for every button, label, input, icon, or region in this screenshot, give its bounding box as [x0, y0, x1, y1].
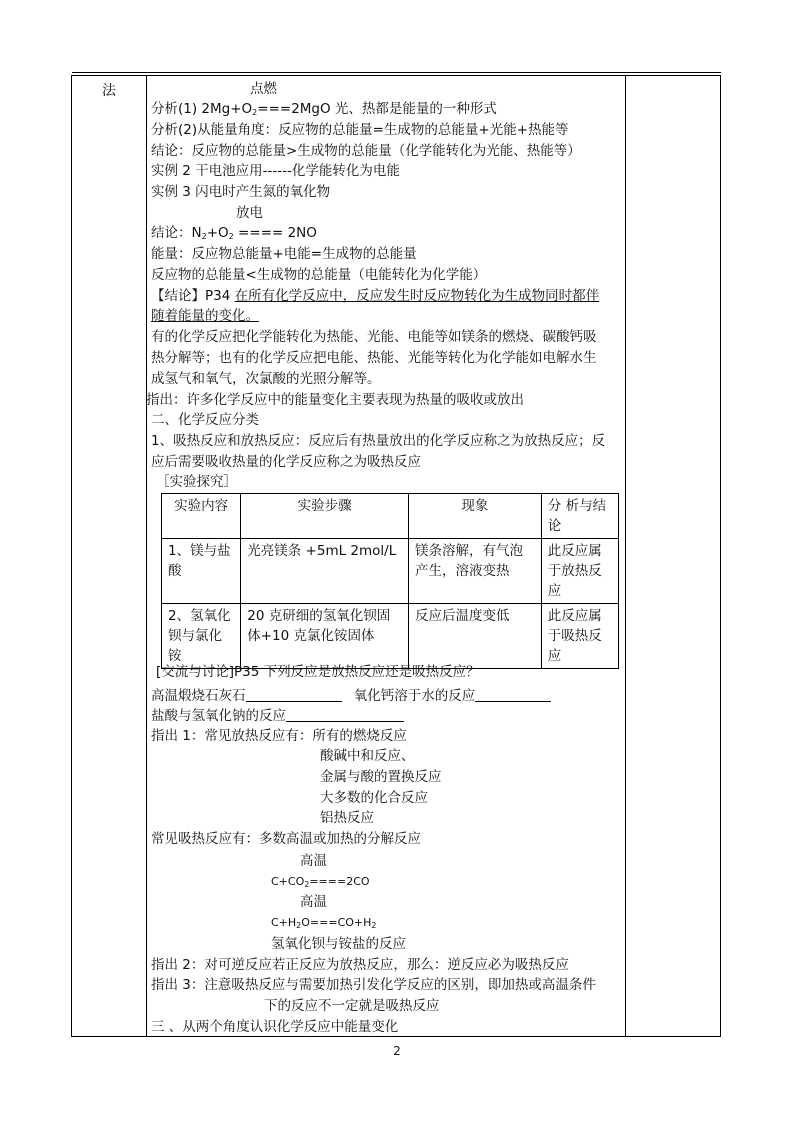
section-three-heading: 三 、从两个角度认识化学反应中能量变化 — [151, 1019, 399, 1035]
table-header-cell: 现象 — [409, 494, 542, 539]
paragraph-line-2: 热分解等；也有的化学反应把电能、热能、光能等转化为化学能如电解水生 — [151, 350, 597, 366]
exothermic-list-heading: 指出 1：常见放热反应有：所有的燃烧反应 — [151, 728, 407, 744]
table-cell: 镁条溶解，有气泡产生，溶液变热 — [409, 539, 542, 604]
analysis-2: 分析(2)从能量角度：反应物的总能量=生成物的总能量+光能+热能等 — [151, 122, 569, 138]
page-number: 2 — [393, 1044, 401, 1058]
table-cell: 2、氢氧化钡与氯化铵 — [162, 604, 241, 669]
table-cell: 1、镁与盐酸 — [162, 539, 241, 604]
condition-discharge: 放电 — [236, 205, 263, 221]
definition-line-2: 应后需要吸收热量的化学反应称之为吸热反应 — [151, 454, 421, 470]
example-2: 实例 2 干电池应用------化学能转化为电能 — [151, 163, 400, 179]
point-out-3-cont: 下的反应不一定就是吸热反应 — [264, 998, 440, 1014]
question-line-2: 盐酸与氢氧化钠的反应 — [151, 706, 404, 726]
condition-high-temp: 高温 — [300, 894, 327, 910]
conclusion-main-cont: 随着能量的变化。 — [151, 308, 259, 324]
table-header-cell: 实验步骤 — [241, 494, 409, 539]
table-row — [162, 539, 619, 604]
exothermic-item: 大多数的化合反应 — [320, 790, 428, 806]
point-out-3: 指出 3：注意吸热反应与需要加热引发化学反应的区别，即加热或高温条件 — [151, 977, 596, 993]
paragraph-line-3: 成氢气和氧气，次氯酸的光照分解等。 — [151, 371, 381, 387]
paragraph-line-1: 有的化学反应把化学能转化为热能、光能、电能等如镁条的燃烧、碳酸钙吸 — [151, 329, 597, 345]
point-out-line: 指出：许多化学反应中的能量变化主要表现为热量的吸收或放出 — [146, 392, 524, 408]
answer-blank[interactable] — [475, 687, 551, 702]
table-header-cell: 实验内容 — [162, 494, 241, 539]
exothermic-item: 铝热反应 — [320, 810, 374, 826]
discussion-line: [交流与讨论]P35 下列反应是放热反应还是吸热反应？ — [156, 664, 480, 680]
conclusion-2: 结论：$N_2+O_2$ ==== 2NO — [151, 225, 317, 241]
exothermic-item: 酸碱中和反应、 — [320, 748, 415, 764]
condition-high-temp: 高温 — [300, 853, 327, 869]
column-divider-left — [146, 75, 147, 1037]
conclusion-1: 结论：反应物的总能量>生成物的总能量（化学能转化为光能、热能等） — [151, 143, 581, 159]
point-out-2: 指出 2：对可逆反应若正反应为放热反应，那么：逆反应必为吸热反应 — [151, 957, 569, 973]
equation-c-h2o: $C+H_2O===CO+H_2$ — [271, 916, 377, 930]
question-line-1: 高温煅烧石灰石 氧化钙溶于水的反应 — [151, 686, 551, 706]
table-header-cell: 分 析与结论 — [541, 494, 618, 539]
equation-c-co2: $C+CO_2====2CO$ — [271, 875, 370, 889]
energy-line: 能量：反应物总能量+电能=生成物的总能量 — [151, 246, 417, 262]
endothermic-list-heading: 常见吸热反应有：多数高温或加热的分解反应 — [151, 831, 421, 847]
endothermic-item: 氢氧化钡与铵盐的反应 — [271, 936, 406, 952]
notes-column — [626, 75, 721, 1037]
table-cell: 光亮镁条 +5mL 2mol/L — [241, 539, 409, 604]
definition-line-1: 1、吸热反应和放热反应：反应后有热量放出的化学反应称之为放热反应；反 — [151, 433, 606, 449]
conclusion-main: 【结论】P34 在所有化学反应中，反应发生时反应物转化为生成物同时都伴 — [151, 288, 600, 304]
section-two-heading: 二、化学反应分类 — [151, 412, 259, 428]
table-header-row — [162, 494, 619, 539]
answer-blank[interactable] — [246, 687, 342, 702]
table-cell: 此反应属于放热反应 — [541, 539, 618, 604]
table-cell: 20 克研细的氢氧化钡固体+10 克氯化铵固体 — [241, 604, 409, 669]
left-column-label: 法 — [102, 83, 116, 99]
condition-ignite: 点燃 — [250, 81, 277, 97]
example-3: 实例 3 闪电时产生氮的氧化物 — [151, 184, 331, 200]
table-cell: 反应后温度变低 — [409, 604, 542, 669]
table-row — [162, 604, 619, 669]
header-rule — [72, 72, 721, 73]
energy-compare: 反应物的总能量<生成物的总能量（电能转化为化学能） — [151, 267, 487, 283]
table-cell: 此反应属于吸热反应 — [541, 604, 618, 669]
experiment-label: ［实验探究］ — [156, 474, 237, 490]
exothermic-item: 金属与酸的置换反应 — [320, 769, 442, 785]
experiment-table — [161, 493, 619, 669]
analysis-1: 分析(1) $2Mg+O_2===2MgO$ 光、热都是能量的一种形式 — [151, 101, 497, 117]
answer-blank[interactable] — [286, 707, 404, 722]
